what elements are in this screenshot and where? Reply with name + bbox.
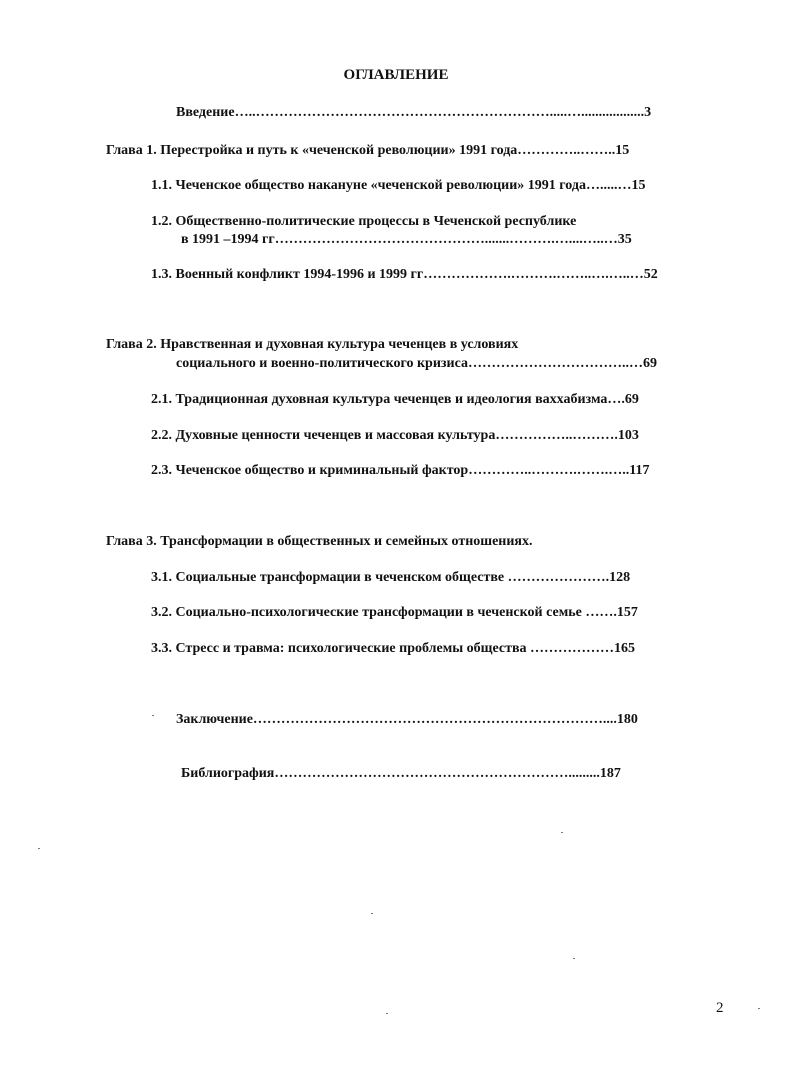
toc-entry-intro: Введение…..……………………………………………………….....…..................3	[176, 105, 652, 120]
toc-chapter-1: Глава 1. Перестройка и путь к «чеченской революции» 1991 года…………..……..15	[106, 143, 630, 158]
scan-speck	[386, 1013, 388, 1014]
toc-title: ОГЛАВЛЕНИЕ	[343, 67, 449, 83]
toc-section-1-2-line1: 1.2. Общественно-политические процессы в Чеченской республике	[151, 214, 577, 229]
scan-speck	[758, 1008, 760, 1009]
page-number: 2	[716, 1000, 724, 1016]
toc-chapter-2-line2: социального и военно-политического кризиса……………………………..…69	[176, 356, 657, 371]
toc-chapter-3: Глава 3. Трансформации в общественных и семейных отношениях.	[106, 534, 533, 549]
toc-entry-conclusion: Заключение…………………………………………………………………....180	[176, 712, 638, 727]
toc-section-2-2: 2.2. Духовные ценности чеченцев и массовая культура……………..……….103	[151, 428, 639, 443]
toc-section-3-3: 3.3. Стресс и травма: психологические проблемы общества ………………165	[151, 641, 636, 656]
scan-speck	[152, 715, 154, 716]
scan-speck	[371, 913, 373, 914]
toc-section-1-1: 1.1. Чеченское общество накануне «чеченской революции» 1991 года….....…15	[151, 178, 646, 193]
toc-section-1-2-line2: в 1991 –1994 гг……………………………………….......……….…....…..…35	[181, 232, 632, 247]
scan-speck	[573, 958, 575, 959]
toc-section-2-3: 2.3. Чеченское общество и криминальный фактор…………..……….…….…..117	[151, 463, 650, 478]
toc-section-2-1: 2.1. Традиционная духовная культура чеченцев и идеология ваххабизма….69	[151, 392, 639, 407]
toc-section-3-2: 3.2. Социально-психологические трансформации в чеченской семье …….157	[151, 605, 638, 620]
scan-speck	[561, 832, 563, 833]
toc-chapter-2-line1: Глава 2. Нравственная и духовная культура чеченцев в условиях	[106, 337, 519, 352]
toc-section-3-1: 3.1. Социальные трансформации в чеченском обществе ………………….128	[151, 570, 631, 585]
toc-entry-bibliography: Библиография……………………………………………………….........187	[181, 766, 621, 781]
toc-section-1-3: 1.3. Военный конфликт 1994-1996 и 1999 гг……………….……….……..….…..…52	[151, 267, 658, 282]
scan-speck	[38, 848, 40, 849]
